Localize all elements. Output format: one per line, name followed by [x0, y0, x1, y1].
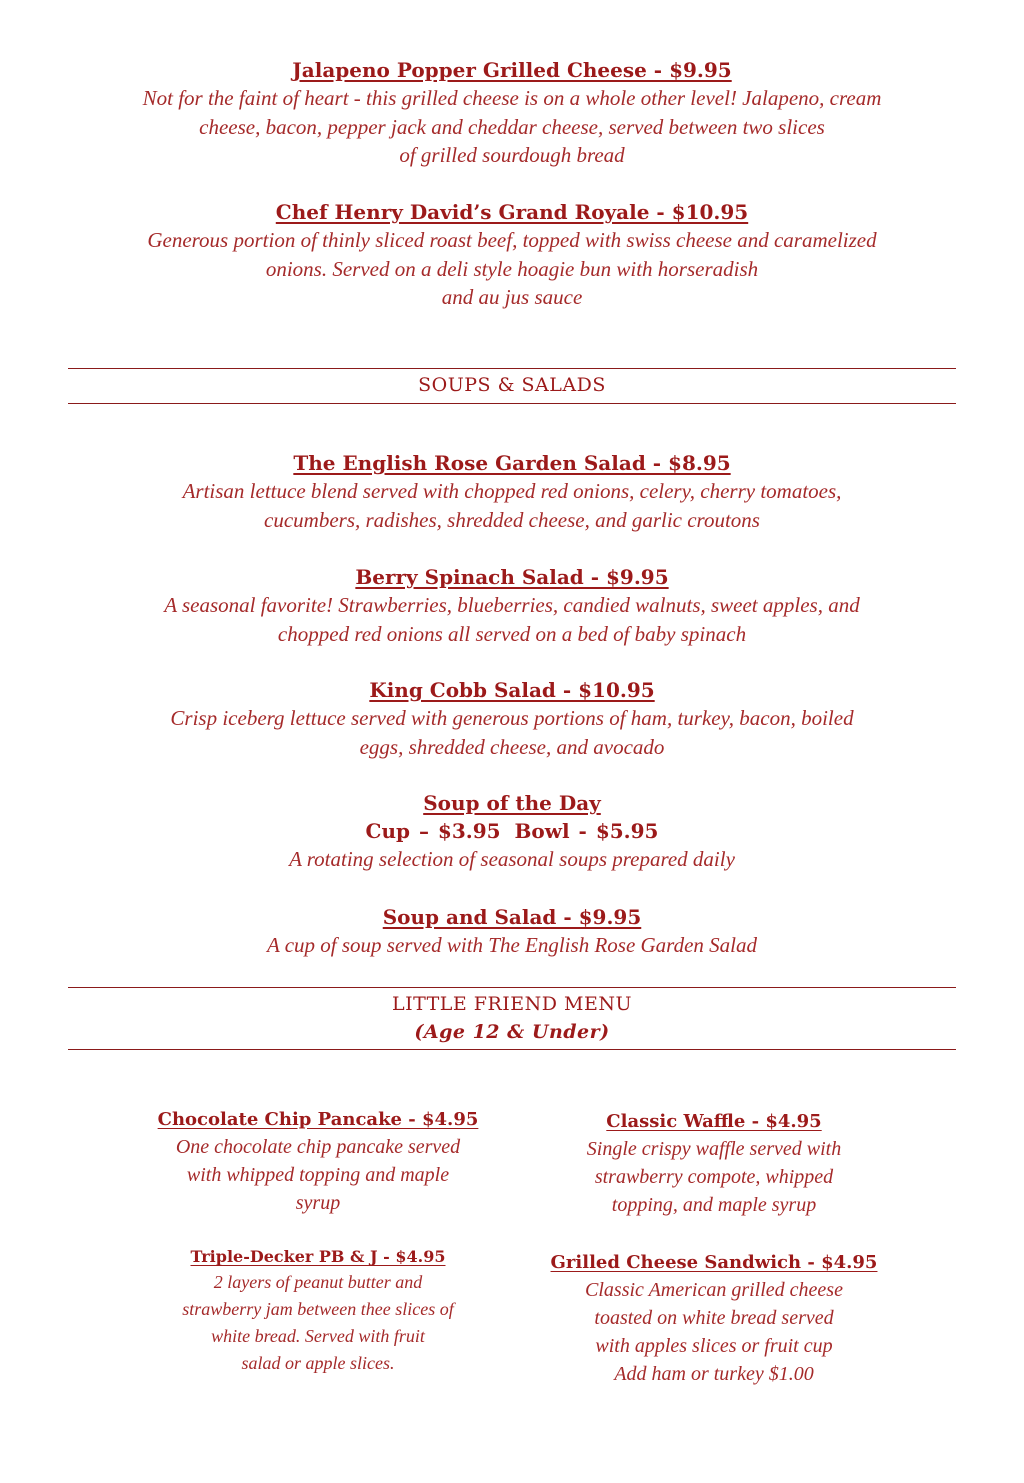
item-description-line: strawberry jam between thee slices of — [182, 1299, 454, 1319]
item-title: King Cobb Salad - $10.95 — [369, 678, 655, 702]
cup-price: Cup – $3.95 — [365, 819, 501, 843]
item-description-line: Classic American grilled cheese — [585, 1279, 843, 1301]
item-description-line: Not for the faint of heart - this grilled cheese is on a whole other level! Jalapeno, cream — [142, 86, 882, 110]
item-title: Chocolate Chip Pancake - $4.95 — [157, 1109, 479, 1130]
kids-item-grilled-cheese-sandwich — [534, 1250, 894, 1388]
item-description-line: salad or apple slices. — [241, 1353, 395, 1373]
section-divider — [68, 1049, 956, 1050]
item-description-line: A seasonal favorite! Strawberries, blueberries, candied walnuts, sweet apples, and — [164, 593, 860, 617]
item-description-line: syrup — [295, 1192, 341, 1214]
item-description-line: white bread. Served with fruit — [211, 1326, 425, 1346]
item-title: Berry Spinach Salad - $9.95 — [355, 565, 669, 589]
section-divider — [68, 368, 956, 369]
item-title: Jalapeno Popper Grilled Cheese - $9.95 — [292, 58, 732, 82]
section-heading-title: LITTLE FRIEND MENU — [391, 993, 633, 1015]
item-description-line: Generous portion of thinly sliced roast beef, topped with swiss cheese and caramelized — [147, 228, 877, 252]
bowl-price: Bowl - $5.95 — [514, 819, 659, 843]
item-description-line: A cup of soup served with The English Rose Garden Salad — [267, 933, 757, 957]
kids-item-chocolate-chip-pancake — [148, 1107, 488, 1217]
item-title: Grilled Cheese Sandwich - $4.95 — [550, 1252, 878, 1273]
item-description-line: 2 layers of peanut butter and — [213, 1272, 423, 1292]
kids-item-triple-decker-pbj — [148, 1245, 488, 1377]
menu-item-king-cobb-salad — [62, 676, 962, 761]
menu-item-soup-of-the-day — [62, 789, 962, 874]
item-description-line: Crisp iceberg lettuce served with generous portions of ham, turkey, bacon, boiled — [170, 706, 854, 730]
item-description-line: Artisan lettuce blend served with chopped red onions, celery, cherry tomatoes, — [182, 479, 842, 503]
item-description-line: and au jus sauce — [441, 285, 583, 309]
section-divider — [68, 987, 956, 988]
item-description-line: toasted on white bread served — [594, 1307, 834, 1329]
item-description-line: with apples slices or fruit cup — [595, 1335, 833, 1357]
item-description-line: eggs, shredded cheese, and avocado — [359, 734, 665, 759]
item-title: Soup and Salad - $9.95 — [382, 905, 642, 929]
menu-item-soup-and-salad — [62, 903, 962, 960]
menu-item-berry-spinach-salad — [62, 563, 962, 648]
item-title: Classic Waffle - $4.95 — [606, 1111, 822, 1132]
item-description-line: cheese, bacon, pepper jack and cheddar cheese, served between two slices — [199, 114, 825, 139]
item-description-line: Add ham or turkey $1.00 — [614, 1363, 814, 1385]
section-heading-soups-salads: SOUPS & SALADS — [418, 374, 606, 396]
item-title: The English Rose Garden Salad - $8.95 — [293, 451, 731, 475]
item-description-line: cucumbers, radishes, shredded cheese, and garlic croutons — [264, 507, 760, 532]
menu-item-grand-royale — [62, 198, 962, 312]
item-description-line: of grilled sourdough bread — [399, 143, 625, 167]
item-description-line: Single crispy waffle served with — [586, 1138, 842, 1160]
section-divider — [68, 403, 956, 404]
item-description-line: One chocolate chip pancake served — [175, 1136, 461, 1158]
item-description-line: with whipped topping and maple — [186, 1164, 450, 1186]
menu-item-jalapeno-popper — [62, 56, 962, 170]
soup-price-line — [62, 817, 962, 845]
item-title: Triple-Decker PB & J - $4.95 — [190, 1247, 446, 1266]
item-title: Chef Henry David’s Grand Royale - $10.95 — [275, 200, 749, 224]
item-title: Soup of the Day — [423, 791, 601, 815]
menu-item-garden-salad — [62, 449, 962, 534]
item-description-line: topping, and maple syrup — [611, 1194, 817, 1216]
section-heading-little-friend — [68, 990, 956, 1046]
section-heading-subtitle: (Age 12 & Under) — [414, 1021, 610, 1043]
item-description-line: A rotating selection of seasonal soups prepared daily — [289, 847, 735, 871]
item-description-line: chopped red onions all served on a bed of baby spinach — [277, 621, 747, 646]
item-description-line: strawberry compote, whipped — [594, 1166, 834, 1188]
item-description-line: onions. Served on a deli style hoagie bun with horseradish — [265, 256, 759, 281]
kids-item-classic-waffle — [544, 1109, 884, 1219]
